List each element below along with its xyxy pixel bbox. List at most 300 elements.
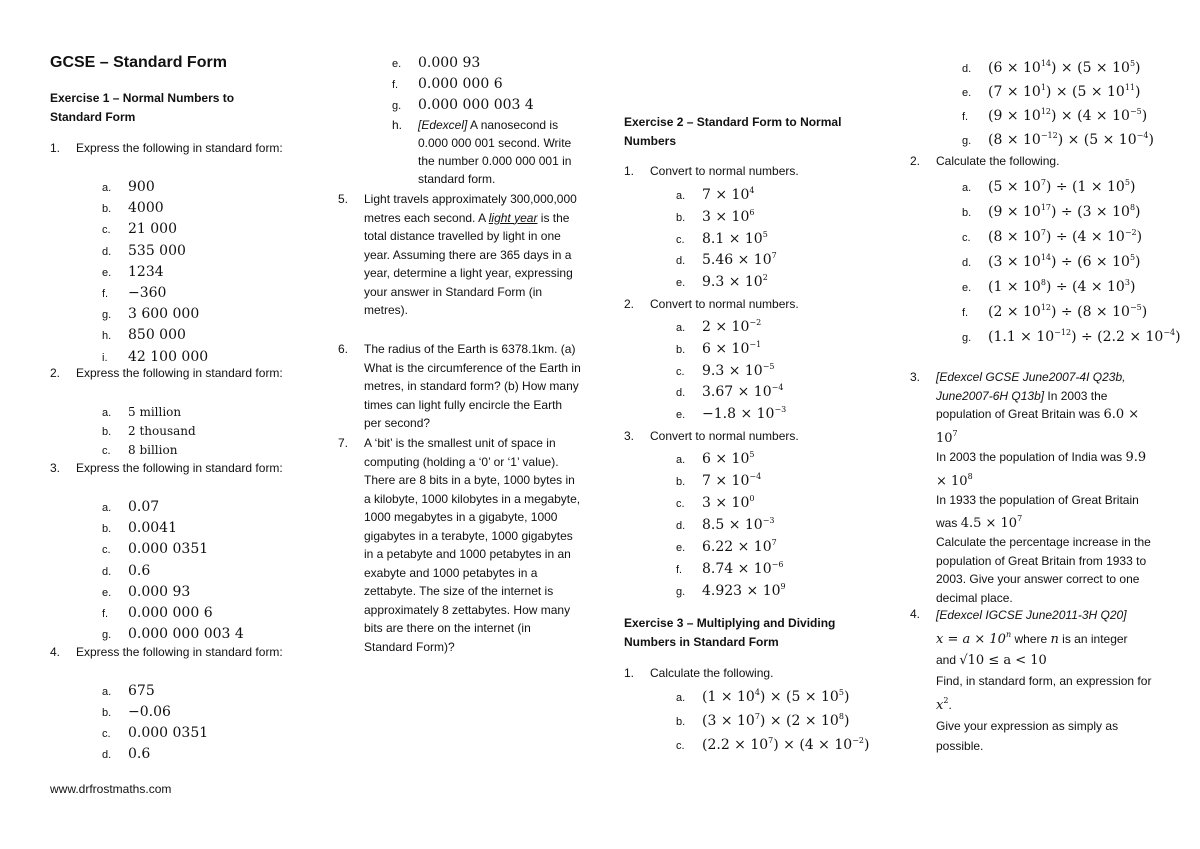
standard-form-expression	[702, 406, 786, 422]
exponent: 2	[762, 273, 768, 283]
exponent: −12	[1040, 131, 1058, 140]
question-number: 2.	[624, 297, 635, 311]
list-item	[102, 603, 213, 623]
exponent: 7	[768, 736, 774, 745]
standard-form-expression	[702, 363, 775, 379]
list-letter: g.	[392, 99, 402, 112]
exponent: 0	[749, 494, 755, 503]
list-item	[962, 103, 1147, 126]
mantissa: 3.67 × 10	[702, 384, 772, 401]
list-letter: g.	[676, 586, 686, 598]
list-item	[102, 198, 164, 218]
question-number: 1.	[50, 141, 61, 155]
list-item	[102, 304, 199, 324]
mantissa: 2 × 10	[702, 319, 750, 335]
exponent: 4	[749, 186, 755, 195]
list-letter: d.	[676, 520, 686, 532]
list-item	[102, 582, 190, 602]
expr-part: ) × (4 × 10	[1051, 108, 1130, 124]
expr-part: ) ÷ (1 × 10	[1045, 179, 1125, 195]
expr-part: (5 × 10	[988, 179, 1041, 195]
standard-form-expression	[702, 473, 761, 489]
expr-part: ) × (4 × 10	[773, 737, 853, 753]
list-value: 0.000 93	[128, 583, 191, 600]
list-value: 0.6	[128, 746, 151, 762]
exponent: 17	[1040, 203, 1052, 212]
exponent: 4	[754, 688, 760, 697]
list-item	[676, 512, 775, 535]
list-letter: g.	[962, 332, 972, 344]
list-value: 850 000	[128, 327, 186, 344]
list-letter: d.	[102, 245, 112, 258]
list-letter: b.	[102, 523, 112, 536]
list-value: 0.07	[128, 499, 160, 515]
standard-form-expression	[702, 737, 869, 753]
list-letter: e.	[392, 58, 402, 70]
expr-part: )	[843, 713, 850, 729]
standard-form-expression	[988, 84, 1141, 100]
expr-part: (1.1 × 10	[988, 329, 1055, 345]
standard-form-expression	[988, 329, 1181, 345]
list-value: 0.0041	[128, 520, 177, 537]
exponent: −5	[762, 361, 775, 371]
standard-form-expression	[988, 229, 1142, 245]
expr-part: (2.2 × 10	[702, 737, 769, 753]
list-value: 0.6	[128, 562, 151, 579]
mantissa: 4.923 × 10	[702, 583, 781, 599]
list-item	[676, 379, 783, 402]
expr-part: (6 × 10	[988, 60, 1041, 76]
standard-form-expression	[702, 583, 786, 599]
list-item	[102, 325, 186, 345]
list-letter: d.	[102, 565, 112, 578]
expr-part: (3 × 10	[702, 713, 755, 729]
standard-form-expression	[988, 179, 1135, 195]
expr-part: (8 × 10	[988, 132, 1041, 148]
list-item	[676, 732, 869, 755]
standard-form-expression	[702, 209, 754, 225]
list-item	[676, 708, 849, 731]
list-letter: f.	[102, 288, 109, 300]
exponent: −2	[1124, 228, 1137, 237]
list-letter: c.	[676, 740, 685, 752]
list-item	[102, 702, 171, 722]
list-letter: e.	[102, 586, 112, 599]
exponent: −2	[852, 736, 864, 745]
list-item	[676, 468, 761, 491]
expr-part: ) ÷ (8 × 10	[1051, 304, 1130, 320]
expr-part: )	[1135, 254, 1141, 270]
mantissa: 3 × 10	[702, 495, 750, 511]
standard-form-expression	[988, 60, 1141, 76]
exponent: 3	[1124, 278, 1130, 287]
standard-form-expression	[702, 517, 775, 533]
list-letter: f.	[676, 564, 683, 576]
question-text: Express the following in standard form:	[76, 461, 283, 475]
list-value: 42 100 000	[128, 348, 209, 365]
list-item	[102, 403, 181, 422]
exponent: 5	[1129, 253, 1136, 262]
list-item	[676, 534, 777, 557]
question-text: Convert to normal numbers.	[650, 297, 799, 311]
standard-form-expression	[702, 231, 768, 247]
expr-part: (8 × 10	[988, 229, 1041, 245]
list-item	[102, 422, 196, 441]
list-letter: c.	[676, 233, 685, 246]
expr-part: ) × (5 × 10	[1057, 132, 1137, 148]
mantissa: 7 × 10	[702, 187, 750, 203]
list-item	[676, 490, 754, 513]
exponent: 9	[780, 582, 786, 591]
list-letter: b.	[676, 343, 686, 356]
exponent: 7	[771, 538, 777, 547]
standard-form-expression	[702, 384, 783, 400]
list-item	[676, 314, 761, 337]
question-number: 4.	[910, 607, 921, 621]
list-item	[102, 283, 166, 303]
expr-part: )	[1129, 279, 1136, 295]
list-letter: c.	[102, 728, 111, 740]
light-year-question: Light travels approximately 300,000,000 metres each second. A light year is the total distance travelled by light in one year. Assuming there are 365 days in a year, determine a light year, expressing your answer in Standard Form (in metres).	[364, 192, 577, 317]
list-item	[102, 219, 177, 239]
standard-form-expression	[702, 495, 754, 511]
mantissa: 9.3 × 10	[702, 274, 763, 291]
list-letter: c.	[676, 365, 685, 378]
exponent: 5	[1129, 59, 1136, 68]
list-letter: f.	[392, 78, 399, 91]
list-value: 8 billion	[128, 443, 178, 457]
list-letter: b.	[102, 203, 112, 216]
list-letter: d.	[962, 257, 972, 269]
list-item	[962, 127, 1154, 150]
list-letter: c.	[102, 224, 111, 237]
list-letter: e.	[962, 87, 972, 99]
expr-part: (3 × 10	[988, 254, 1041, 270]
exponent: −5	[1129, 107, 1142, 116]
exponent: −4	[749, 472, 762, 481]
list-letter: a.	[676, 454, 686, 466]
igcse-expression-question: [Edexcel IGCSE June2011-3H Q20] $x = a \times 10^n$ where n is an integer and √10 ≤ a < 10 Find, in standard form, an expression for $x^2$. Give your expression as simply as possible.	[936, 608, 1152, 753]
question-number: 2.	[910, 154, 921, 168]
list-item	[676, 204, 754, 227]
list-item	[102, 744, 150, 764]
list-letter: f.	[962, 111, 969, 123]
list-letter: e.	[676, 409, 686, 422]
list-item	[962, 274, 1135, 297]
nanosecond-question: [Edexcel] A nanosecond is 0.000 000 001 second. Write the number 0.000 000 001 in standard form.	[418, 118, 572, 186]
list-letter: d.	[676, 255, 686, 268]
list-item	[102, 539, 208, 559]
exponent: 5	[838, 688, 844, 697]
list-letter: a.	[676, 190, 686, 202]
list-item	[102, 723, 208, 743]
expr-part: )	[1175, 329, 1181, 345]
list-item	[102, 624, 244, 644]
list-value: 0.000 0351	[128, 541, 209, 558]
list-letter: a.	[102, 407, 112, 419]
population-question: [Edexcel GCSE June2007-4I Q23b, June2007-6H Q13b] In 2003 the population of Great Britain was $6.0 \times 10^7$ In 2003 the population of India was $9.9 \times 10^8$ In 1933 the population of Great Britain was $4.5 \times 10^7$ Calculate the percentage increase in the population of Great Britain from 1933 to 2003. Give your answer correct to one decimal place.	[936, 370, 1151, 605]
expr-part: ) ÷ (3 × 10	[1051, 204, 1130, 220]
list-value: 0.000 000 6	[128, 605, 213, 621]
list-letter: a.	[102, 502, 112, 514]
exercise-3-heading: Exercise 3 – Multiplying and Dividing Numbers in Standard Form	[624, 616, 836, 649]
expr-part: )	[1135, 60, 1141, 76]
question-number: 3.	[50, 461, 61, 475]
list-letter: d.	[102, 749, 112, 761]
list-item	[102, 518, 177, 538]
mantissa: 6.22 × 10	[702, 539, 772, 555]
question-number: 5.	[338, 192, 349, 206]
expr-part: )	[1129, 179, 1136, 195]
expr-part: )	[1141, 108, 1148, 124]
exponent: 5	[749, 450, 755, 459]
exponent: 11	[1124, 83, 1136, 92]
exponent: 8	[1040, 278, 1046, 287]
standard-form-expression	[702, 689, 849, 705]
list-item	[392, 74, 503, 94]
exponent: 7	[1040, 228, 1046, 237]
mantissa: 8.5 × 10	[702, 517, 763, 533]
list-value: 1234	[128, 263, 164, 280]
question-number: 7.	[338, 436, 349, 450]
standard-form-expression	[988, 254, 1141, 270]
expr-part: )	[1141, 304, 1148, 320]
mantissa: 7 × 10	[702, 473, 750, 489]
list-letter: d.	[676, 387, 686, 400]
list-letter: f.	[962, 307, 969, 319]
list-item	[102, 497, 159, 517]
list-value: −0.06	[128, 704, 171, 720]
exponent: −6	[771, 560, 784, 569]
earth-radius-question: The radius of the Earth is 6378.1km. (a) What is the circumference of the Earth in metres, in standard form? (b) How many times can light fully encircle the Earth per second?	[364, 342, 581, 430]
list-item	[962, 224, 1142, 247]
list-item	[962, 249, 1141, 272]
expr-part: ) ÷ (4 × 10	[1045, 279, 1125, 295]
standard-form-expression	[988, 108, 1147, 124]
exponent: −4	[1163, 328, 1176, 337]
list-value: −360	[128, 285, 167, 301]
expr-part: ) ÷ (4 × 10	[1045, 229, 1125, 245]
standard-form-expression	[702, 274, 768, 290]
list-letter: e.	[962, 282, 972, 294]
expr-part: (2 × 10	[988, 304, 1041, 320]
standard-form-expression	[702, 341, 761, 357]
standard-form-expression	[702, 561, 783, 577]
question-number: 4.	[50, 645, 61, 659]
question-number: 1.	[624, 666, 635, 680]
standard-form-expression	[702, 451, 754, 467]
question-number: 2.	[50, 366, 61, 380]
list-letter: h.	[102, 330, 112, 343]
list-item	[676, 336, 761, 359]
list-item	[102, 561, 150, 581]
footer-url: www.drfrostmaths.com	[50, 782, 172, 796]
list-letter: b.	[102, 426, 112, 438]
standard-form-expression	[702, 539, 777, 555]
question-text: Express the following in standard form:	[76, 645, 283, 659]
list-item	[102, 441, 177, 460]
list-value: 0.000 0351	[128, 725, 209, 741]
mantissa: 9.3 × 10	[702, 362, 763, 379]
exponent: −4	[771, 383, 784, 393]
list-value: 21 000	[128, 221, 177, 238]
expr-part: )	[1136, 229, 1143, 245]
list-value: 900	[128, 179, 155, 195]
exponent: −5	[1129, 303, 1142, 312]
list-item	[962, 174, 1135, 197]
exponent: 8	[1129, 203, 1136, 212]
list-letter: b.	[102, 707, 112, 719]
list-letter: e.	[676, 277, 686, 290]
list-item	[962, 199, 1141, 222]
standard-form-expression	[988, 132, 1154, 148]
list-letter: a.	[102, 686, 112, 698]
list-item	[676, 182, 754, 205]
list-letter: g.	[962, 135, 972, 147]
list-letter: c.	[102, 445, 111, 457]
exponent: −1	[749, 339, 762, 349]
exponent: 6	[749, 207, 755, 217]
expr-part: (1 × 10	[702, 689, 755, 705]
list-letter: a.	[102, 182, 112, 194]
standard-form-expression	[988, 279, 1135, 295]
expr-part: )	[863, 737, 870, 753]
exponent: −3	[762, 516, 775, 525]
question-text: Express the following in standard form:	[76, 366, 283, 380]
question-text: Calculate the following.	[650, 666, 774, 680]
expr-part: )	[843, 689, 850, 705]
list-item	[392, 53, 480, 73]
list-value: 0.000 000 003 4	[418, 96, 534, 113]
list-item	[962, 79, 1141, 102]
mantissa: 6 × 10	[702, 451, 750, 467]
list-letter: c.	[102, 544, 111, 557]
question-text: Convert to normal numbers.	[650, 164, 799, 178]
list-value: 0.000 93	[418, 55, 481, 71]
exponent: 7	[771, 251, 777, 261]
list-item	[962, 55, 1141, 78]
list-letter: b.	[676, 476, 686, 488]
expr-part: (9 × 10	[988, 204, 1041, 220]
list-value: 5 million	[128, 405, 182, 419]
list-letter: b.	[962, 207, 972, 219]
list-letter: f.	[102, 608, 109, 620]
list-letter: h.	[392, 118, 403, 132]
list-letter: d.	[962, 63, 972, 75]
expr-part: ) ÷ (6 × 10	[1051, 254, 1130, 270]
exponent: 8	[838, 712, 844, 721]
list-item	[676, 556, 783, 579]
list-item	[676, 684, 849, 707]
list-letter: i.	[102, 351, 108, 364]
expr-part: )	[1135, 84, 1141, 100]
list-item	[676, 358, 775, 381]
list-value: 675	[128, 683, 155, 699]
list-letter: b.	[676, 211, 686, 224]
expr-part: ) × (5 × 10	[1051, 60, 1130, 76]
question-text: Convert to normal numbers.	[650, 429, 799, 443]
expr-part: (7 × 10	[988, 84, 1041, 100]
list-value: 2 thousand	[128, 424, 196, 438]
list-item	[676, 269, 768, 292]
exponent: −4	[1136, 131, 1149, 140]
list-letter: c.	[676, 498, 685, 510]
list-item	[676, 226, 768, 249]
exponent: −2	[749, 318, 762, 327]
list-item	[676, 446, 754, 469]
list-letter: b.	[676, 716, 686, 728]
list-item	[102, 681, 155, 701]
internet-size-question: A ‘bit’ is the smallest unit of space in computing (holding a ‘0’ or ‘1’ value). There are 8 bits in a byte, 1000 bytes in a kilobyte, 1000 kilobytes in a megabyte, 1000 megabytes in a gigabyte, 1000 gigabytes in a terabyte, 1000 gigabytes in a petabyte and 1000 petabytes in an exabyte and 1000 petabytes in a zettabyte. The size of the internet is approximately 8 zettabytes. How many bits are there on the internet (in Standard Form)?	[364, 436, 581, 654]
expr-part: ) × (5 × 10	[759, 689, 839, 705]
mantissa: 6 × 10	[702, 340, 750, 357]
list-value: 0.000 000 6	[418, 75, 503, 92]
list-item	[102, 241, 186, 261]
page-title: GCSE – Standard Form	[50, 54, 227, 71]
mantissa: 8.1 × 10	[702, 230, 763, 247]
list-item	[392, 95, 534, 115]
list-item	[102, 262, 164, 282]
exponent: 14	[1040, 253, 1052, 262]
exponent: 7	[1040, 178, 1046, 187]
exercise-1-heading: Exercise 1 – Normal Numbers to Standard Form	[50, 91, 235, 124]
exponent: 12	[1040, 107, 1052, 116]
list-letter: g.	[102, 309, 112, 322]
standard-form-expression	[988, 304, 1147, 320]
exponent: 5	[762, 229, 768, 239]
list-value: 3 600 000	[128, 306, 200, 323]
mantissa: −1.8 × 10	[702, 406, 775, 423]
expr-part: )	[1148, 132, 1154, 148]
exponent: 12	[1040, 303, 1052, 312]
question-text: Express the following in standard form:	[76, 141, 283, 155]
mantissa: 5.46 × 10	[702, 252, 772, 269]
exercise-2-heading: Exercise 2 – Standard Form to Normal Numbers	[624, 115, 842, 148]
list-letter: e.	[102, 266, 112, 279]
exponent: 14	[1040, 59, 1052, 68]
list-item	[102, 177, 155, 197]
standard-form-expression	[702, 187, 754, 203]
question-number: 3.	[910, 370, 921, 384]
expr-part: ) × (5 × 10	[1045, 84, 1125, 100]
question-number: 3.	[624, 429, 635, 443]
expr-part: (9 × 10	[988, 108, 1041, 124]
question-number: 1.	[624, 164, 635, 178]
exponent: −3	[774, 405, 787, 415]
exponent: 1	[1040, 83, 1046, 92]
mantissa: 8.74 × 10	[702, 561, 772, 577]
mantissa: 3 × 10	[702, 208, 750, 225]
list-item	[962, 299, 1147, 322]
list-letter: c.	[962, 232, 971, 244]
list-item	[676, 401, 786, 424]
standard-form-expression	[988, 204, 1141, 220]
exponent: 7	[754, 712, 760, 721]
standard-form-expression	[702, 319, 761, 335]
expr-part: (1 × 10	[988, 279, 1041, 295]
list-item	[962, 324, 1181, 347]
exponent: −12	[1054, 328, 1072, 337]
list-item	[676, 578, 786, 601]
list-letter: g.	[102, 629, 112, 642]
list-value: 4000	[128, 200, 164, 217]
question-number: 6.	[338, 342, 349, 356]
list-value: 535 000	[128, 242, 186, 259]
exponent: 5	[1124, 178, 1130, 187]
list-letter: a.	[962, 182, 972, 194]
list-value: 0.000 000 003 4	[128, 626, 244, 643]
standard-form-expression	[702, 713, 849, 729]
